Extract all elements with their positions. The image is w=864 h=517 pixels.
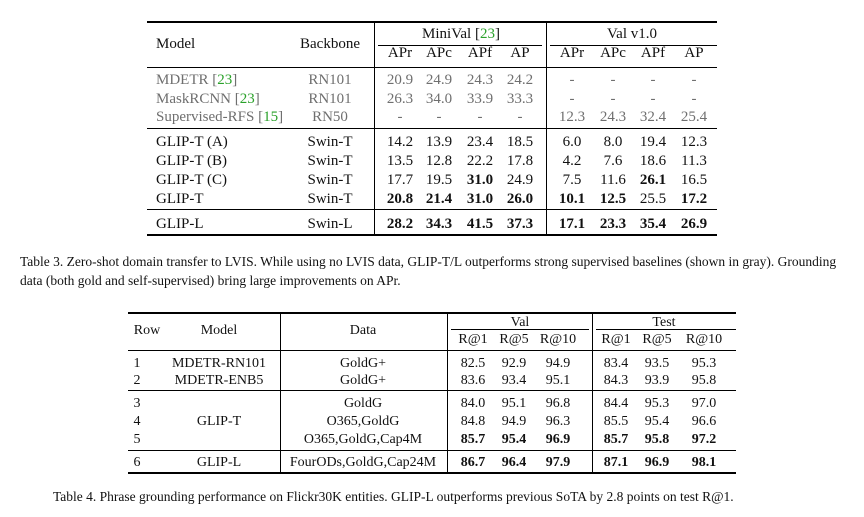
table4-row-model: MDETR-ENB5: [174, 373, 264, 388]
table3-row-backbone: RN101: [308, 72, 352, 88]
table3-cell-val: 23.3: [599, 216, 627, 232]
table3-top-rule: [147, 21, 717, 23]
table3-cell-minival: 34.3: [425, 216, 453, 232]
table3-row-backbone: Swin-T: [307, 153, 353, 169]
table3-cell-minival: 26.0: [506, 191, 534, 207]
table3-cell-val: 11.6: [600, 172, 626, 188]
table4-cell-test: 83.4: [603, 356, 629, 371]
table4-row-data: O365,GoldG,Cap4M: [303, 432, 423, 447]
table3-rule-3: [147, 209, 717, 210]
table4-header-rule: [128, 350, 736, 351]
table3-row-model: MaskRCNN [23]: [156, 91, 260, 107]
table4-subheader-val-1: R@5: [499, 332, 529, 347]
table4-row-data: GoldG+: [339, 356, 387, 371]
table4-cell-test: 85.5: [603, 414, 629, 429]
table3-vrule-1: [374, 22, 375, 234]
table4-cell-val: 95.1: [501, 396, 527, 411]
table4-row-number: 1: [133, 356, 141, 371]
table4-row-data: O365,GoldG: [326, 414, 400, 429]
table4-row-number: 3: [133, 396, 141, 411]
table3-caption: Table 3. Zero-shot domain transfer to LVIS. While using no LVIS data, GLIP-T/L outperforms strong supervised baselines (shown in gray). Grounding data (both gold and self-supervised) bring large improvements on APr.: [20, 254, 837, 288]
table3-subheader-minival-3: AP: [510, 45, 530, 61]
table3-cell-minival: 14.2: [386, 134, 414, 150]
table3-cell-minival: 20.8: [386, 191, 414, 207]
table4-rule-2: [128, 390, 736, 391]
table4-subheader-val-2: R@10: [539, 332, 577, 347]
table4-subheader-test-2: R@10: [685, 332, 723, 347]
table3-subheader-val-3: AP: [684, 45, 704, 61]
table3-cell-minival: 34.0: [425, 91, 453, 107]
table3-cell-minival: 13.9: [425, 134, 453, 150]
table4-cell-test: 95.3: [644, 396, 670, 411]
table3-header-minival: MiniVal [23]: [422, 26, 500, 42]
table4-cell-test: 97.2: [691, 432, 717, 447]
table3-header-rule: [147, 67, 717, 68]
table3-cell-minival: 13.5: [386, 153, 414, 169]
table4-header-row: Row: [133, 323, 161, 338]
table4-subheader-val-0: R@1: [458, 332, 488, 347]
table4-cell-val: 86.7: [460, 455, 486, 470]
table4-cell-val: 95.4: [501, 432, 527, 447]
table4-cell-test: 84.3: [603, 373, 629, 388]
table3-subheader-minival-1: APc: [426, 45, 452, 61]
table3-subheader-val-2: APf: [640, 45, 666, 61]
table3-header-val: Val v1.0: [607, 26, 657, 42]
table4-cell-val: 82.5: [460, 356, 486, 371]
table3-cell-val: -: [610, 72, 616, 88]
table3-cell-minival: 33.3: [506, 91, 534, 107]
table4-cell-val: 94.9: [545, 356, 571, 371]
table3-cell-minival: 28.2: [386, 216, 414, 232]
table3-cell-val: -: [650, 72, 656, 88]
table3-cell-val: 10.1: [558, 191, 586, 207]
table3-cell-val: -: [569, 72, 575, 88]
table4-cell-test: 95.4: [644, 414, 670, 429]
table3-row-backbone: Swin-T: [307, 134, 353, 150]
table3-cell-val: 18.6: [639, 153, 667, 169]
table4-cell-test: 97.0: [691, 396, 717, 411]
table3-subheader-minival-0: APr: [387, 45, 413, 61]
table4-cell-test: 95.8: [644, 432, 670, 447]
table4-row-data: GoldG+: [339, 373, 387, 388]
table3-cell-val: 4.2: [562, 153, 582, 169]
table3-cell-val: 35.4: [639, 216, 667, 232]
table4-row-data: FourODs,GoldG,Cap24M: [289, 455, 437, 470]
table3-row-backbone: Swin-L: [307, 216, 353, 232]
table3-cell-minival: 19.5: [425, 172, 453, 188]
table3-row-model: GLIP-T (C): [156, 172, 227, 188]
table3-cell-minival: 31.0: [466, 172, 494, 188]
table3-row-model: GLIP-T (A): [156, 134, 228, 150]
table3-cell-val: 12.3: [680, 134, 708, 150]
table3-cell-val: -: [691, 72, 697, 88]
table4-cell-test: 93.5: [644, 356, 670, 371]
table4-row-number: 2: [133, 373, 141, 388]
table4-cell-val: 96.4: [501, 455, 527, 470]
table4-cell-test: 84.4: [603, 396, 629, 411]
table3-vrule-2: [546, 22, 547, 234]
table4-subheader-test-0: R@1: [601, 332, 631, 347]
table3-cell-minival: -: [517, 109, 523, 125]
table4-cell-test: 93.9: [644, 373, 670, 388]
table4-row-model: MDETR-RN101: [171, 356, 267, 371]
table3-subheader-minival-2: APf: [467, 45, 493, 61]
table3-cell-val: 6.0: [562, 134, 582, 150]
table3-cell-val: 32.4: [639, 109, 667, 125]
table4-top-rule: [128, 312, 736, 314]
table4-cell-val: 84.8: [460, 414, 486, 429]
table3-row-backbone: RN50: [312, 109, 348, 125]
table3-cell-minival: 22.2: [466, 153, 494, 169]
table4-cell-val: 92.9: [501, 356, 527, 371]
table3-row-backbone: RN101: [308, 91, 352, 107]
table3-cell-val: 11.3: [681, 153, 707, 169]
table3-cell-minival: 23.4: [466, 134, 494, 150]
table3-cell-minival: 17.8: [506, 153, 534, 169]
table4-cell-val: 96.3: [545, 414, 571, 429]
table4-cell-test: 96.6: [691, 414, 717, 429]
table4-cell-val: 96.9: [545, 432, 571, 447]
table3-cell-val: 8.0: [603, 134, 623, 150]
table4-cell-val: 85.7: [460, 432, 486, 447]
table4-row-number: 5: [133, 432, 141, 447]
table3-cell-minival: 20.9: [386, 72, 414, 88]
table4-caption: Table 4. Phrase grounding performance on Flickr30K entities. GLIP-L outperforms previous SoTA by 2.8 points on test R@1.: [53, 489, 734, 504]
table3-cell-val: 26.1: [639, 172, 667, 188]
table3-cell-val: -: [650, 91, 656, 107]
table3-cell-val: -: [610, 91, 616, 107]
table3-rule-2: [147, 128, 717, 129]
table3-cell-val: 12.5: [599, 191, 627, 207]
table3-row-model: GLIP-T: [156, 191, 204, 207]
table4-vrule-2: [447, 313, 448, 472]
table4-header-data: Data: [349, 323, 377, 338]
table4-cell-test: 85.7: [603, 432, 629, 447]
table4-header-val: Val: [510, 315, 530, 330]
table3-cell-val: 16.5: [680, 172, 708, 188]
table4-cell-val: 84.0: [460, 396, 486, 411]
table3-cell-val: 19.4: [639, 134, 667, 150]
table3-cell-minival: 26.3: [386, 91, 414, 107]
table3-cell-val: 25.5: [639, 191, 667, 207]
table3-bottom-rule: [147, 234, 717, 236]
table3-cell-val: 26.9: [680, 216, 708, 232]
table3-cell-val: 25.4: [680, 109, 708, 125]
table3-cell-val: 7.6: [603, 153, 623, 169]
table3-cell-minival: 24.9: [506, 172, 534, 188]
table3-cell-val: -: [569, 91, 575, 107]
table3-cell-minival: 24.2: [506, 72, 534, 88]
table3-cell-minival: 21.4: [425, 191, 453, 207]
table3-cell-val: 17.1: [558, 216, 586, 232]
table3-cell-minival: 18.5: [506, 134, 534, 150]
table3-cell-val: 17.2: [680, 191, 708, 207]
table4-header-test: Test: [652, 315, 676, 330]
table3-cell-minival: 33.9: [466, 91, 494, 107]
table3-cell-minival: 12.8: [425, 153, 453, 169]
table4-row-model: GLIP-L: [196, 455, 242, 470]
table4-bottom-rule: [128, 472, 736, 474]
table4-cell-test: 98.1: [691, 455, 717, 470]
table4-row-number: 4: [133, 414, 141, 429]
table3-cell-val: 24.3: [599, 109, 627, 125]
table3-header-model: Model: [156, 36, 196, 52]
table4-cell-val: 94.9: [501, 414, 527, 429]
table3-cell-val: -: [691, 91, 697, 107]
table4-cell-val: 97.9: [545, 455, 571, 470]
table3-row-backbone: Swin-T: [307, 191, 353, 207]
table3-subheader-val-1: APc: [600, 45, 626, 61]
table3-cell-minival: 24.9: [425, 72, 453, 88]
table3-header-backbone: Backbone: [300, 36, 360, 52]
table3-row-model: Supervised-RFS [15]: [156, 109, 284, 125]
table3-cell-minival: 17.7: [386, 172, 414, 188]
table4-cell-val: 96.8: [545, 396, 571, 411]
table4-cell-val: 83.6: [460, 373, 486, 388]
table4-header-model: Model: [200, 323, 238, 338]
table4-cell-test: 96.9: [644, 455, 670, 470]
table3-cell-minival: -: [477, 109, 483, 125]
table4-subheader-test-1: R@5: [642, 332, 672, 347]
table4-vrule-3: [592, 313, 593, 472]
table4-rule-3: [128, 450, 736, 451]
table3-cell-minival: 31.0: [466, 191, 494, 207]
table4-cell-val: 93.4: [501, 373, 527, 388]
table3-row-model: GLIP-T (B): [156, 153, 227, 169]
table3-cell-minival: -: [397, 109, 403, 125]
table3-cell-val: 7.5: [562, 172, 582, 188]
table4-cell-test: 95.8: [691, 373, 717, 388]
table4-cell-test: 87.1: [603, 455, 629, 470]
table4-vrule-1: [280, 313, 281, 472]
table3-cell-minival: -: [436, 109, 442, 125]
table4-cell-val: 95.1: [545, 373, 571, 388]
table3-row-model: MDETR [23]: [156, 72, 238, 88]
table4-row-number: 6: [133, 455, 141, 470]
table3-cell-minival: 24.3: [466, 72, 494, 88]
table3-cell-minival: 37.3: [506, 216, 534, 232]
table4-cell-test: 95.3: [691, 356, 717, 371]
table3-cell-val: 12.3: [558, 109, 586, 125]
table4-row-model: GLIP-T: [196, 414, 242, 429]
table3-cell-minival: 41.5: [466, 216, 494, 232]
table4-row-data: GoldG: [343, 396, 383, 411]
table3-subheader-val-0: APr: [559, 45, 585, 61]
table3-row-backbone: Swin-T: [307, 172, 353, 188]
table3-row-model: GLIP-L: [156, 216, 204, 232]
